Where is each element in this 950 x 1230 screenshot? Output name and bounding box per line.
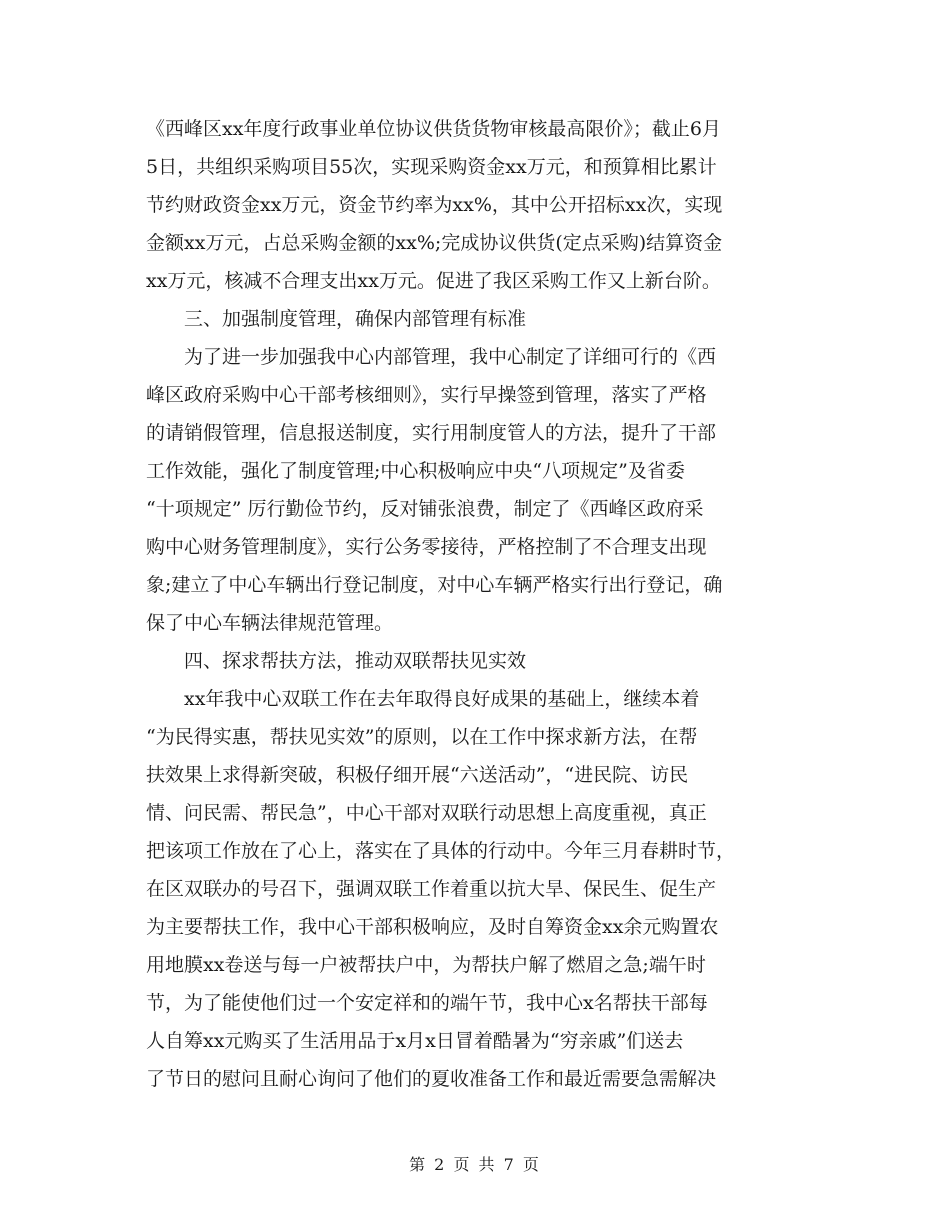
text-line: 工作效能，强化了制度管理;中心积极响应中央“八项规定”及省委 [146,460,685,482]
text-line: 情、问民需、帮民急”，中心干部对双联行动思想上高度重视，真正 [146,802,707,824]
text-line: “为民得实惠，帮扶见实效”的原则，以在工作中探求新方法，在帮 [146,726,698,748]
text-line: 节约财政资金xx万元，资金节约率为xx%，其中公开招标xx次，实现 [146,194,723,216]
text-line: 了节日的慰问且耐心询问了他们的夏收准备工作和最近需要急需解决 [146,1068,717,1090]
text-line: 人自筹xx元购买了生活用品于x月x日冒着酷暑为“穷亲戚”们送去 [146,1030,684,1052]
text-line: 为主要帮扶工作，我中心干部积极响应，及时自筹资金xx余元购置农 [146,916,719,938]
text-line: 为了进一步加强我中心内部管理，我中心制定了详细可行的《西 [184,346,717,368]
text-line: 购中心财务管理制度》，实行公务零接待，严格控制了不合理支出现 [146,536,707,558]
page-number-footer: 第 2 页 共 7 页 [409,1155,541,1174]
text-line: 扶效果上求得新突破，积极仔细开展“六送活动”，“进民院、访民 [146,764,689,786]
text-line: “十项规定” 厉行勤俭节约，反对铺张浪费，制定了《西峰区政府采 [146,498,704,520]
text-line: 象;建立了中心车辆出行登记制度，对中心车辆严格实行出行登记，确 [146,574,723,596]
section-heading: 三、加强制度管理，确保内部管理有标准 [184,308,527,330]
text-line: xx万元，核减不合理支出xx万元。促进了我区采购工作又上新台阶。 [146,270,721,292]
text-line: 把该项工作放在了心上，落实在了具体的行动中。今年三月春耕时节， [146,840,736,862]
text-line: 5日，共组织采购项目55次，实现采购资金xx万元，和预算相比累计 [146,156,717,178]
section-heading: 四、探求帮扶方法，推动双联帮扶见实效 [184,650,527,672]
text-line: 《西峰区xx年度行政事业单位协议供货货物审核最高限价》；截止6月 [146,118,722,140]
text-line: 金额xx万元，占总采购金额的xx%;完成协议供货(定点采购)结算资金 [146,232,723,254]
text-line: 峰区政府采购中心干部考核细则》，实行早操签到管理，落实了严格 [146,384,707,406]
text-line: 保了中心车辆法律规范管理。 [146,612,394,634]
text-line: 用地膜xx卷送与每一户被帮扶户中，为帮扶户解了燃眉之急;端午时 [146,954,706,976]
text-line: 的请销假管理，信息报送制度，实行用制度管人的方法，提升了干部 [146,422,717,444]
text-line: 在区双联办的号召下，强调双联工作着重以抗大旱、保民生、促生产 [146,878,717,900]
text-line: xx年我中心双联工作在去年取得良好成果的基础上，继续本着 [184,688,700,710]
text-line: 节，为了能使他们过一个安定祥和的端午节，我中心x名帮扶干部每 [146,992,708,1014]
